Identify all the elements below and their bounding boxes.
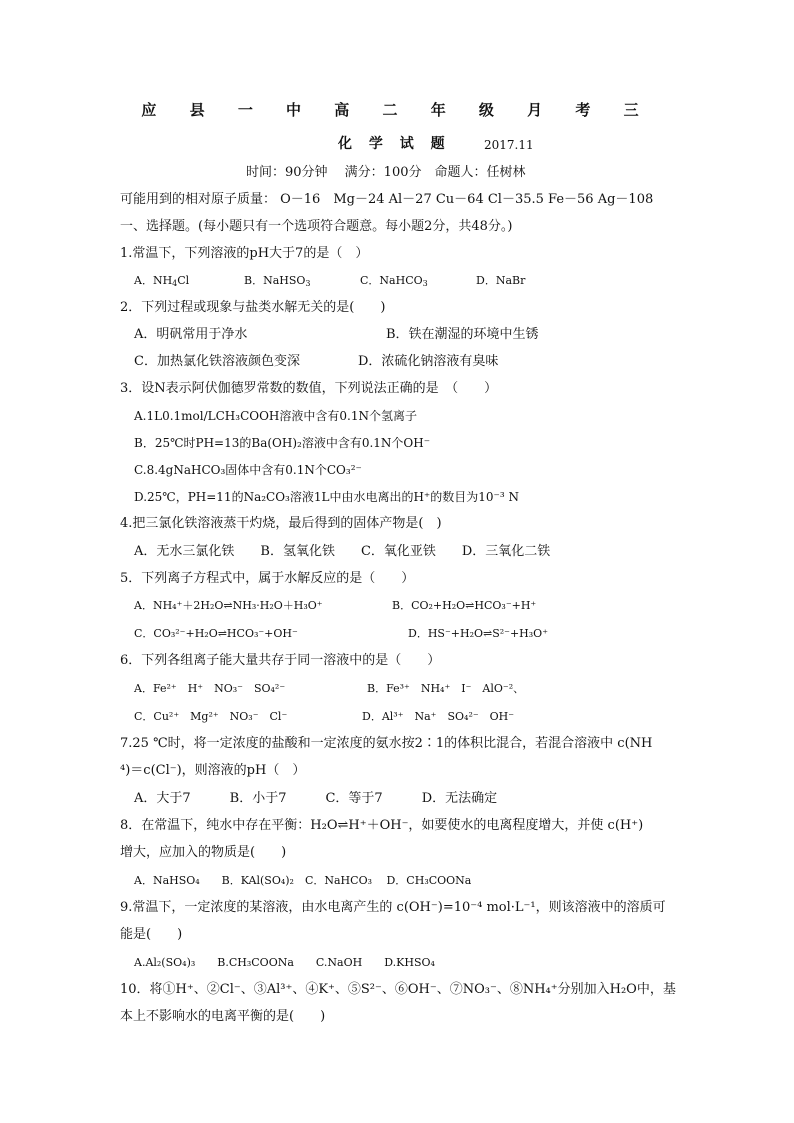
- question-2-option-d: D．浓硫化钠溶液有臭味: [358, 354, 499, 369]
- question-10-line-2: 本上不影响水的电离平衡的是( ): [120, 1009, 326, 1024]
- exam-date: 2017.11: [484, 138, 534, 152]
- question-10-line-1: 10．将①H⁺、②Cl⁻、③Al³⁺、④K⁺、⑤S²⁻、⑥OH⁻、⑦NO₃⁻、⑧NH₄⁺分别加入H₂O中，基: [120, 982, 676, 997]
- question-8-line-2: 增大，应加入的物质是( ): [120, 845, 287, 860]
- question-1-option-a: A．$NH_4Cl$: [134, 274, 190, 288]
- atomic-masses: 可能用到的相对原子质量： O－16 Mg－24 Al－27 Cu－64 Cl－35.5 Fe－56 Ag－108: [120, 192, 654, 207]
- question-6-option-c: C．Cu²⁺ Mg²⁺ NO₃⁻ Cl⁻: [134, 710, 288, 723]
- question-2-option-c: C．加热氯化铁溶液颜色变深: [134, 354, 300, 369]
- question-3-option-b: B．25℃时PH=13的Ba(OH)₂溶液中含有0.1N个OH⁻: [134, 436, 431, 450]
- question-9-line-2: 能是( ): [120, 927, 183, 942]
- question-4-stem: 4.把三氯化铁溶液蒸干灼烧，最后得到的固体产物是( ): [120, 516, 442, 531]
- question-9-options: A.Al₂(SO₄)₃ B.CH₃COONa C.NaOH D.KHSO₄: [134, 956, 435, 969]
- question-3-option-a: A.1L0.1mol/LCH₃COOH溶液中含有0.1N个氢离子: [134, 409, 417, 423]
- question-2-option-a: A．明矾常用于净水: [134, 327, 248, 342]
- exam-info: 时间：90分钟 满分：100分 命题人：任树林: [246, 165, 526, 180]
- question-6-option-b: B．Fe³⁺ NH₄⁺ I⁻ AlO⁻²、: [367, 682, 525, 695]
- question-1-stem: 1.常温下，下列溶液的pH大于7的是（ ）: [120, 246, 369, 261]
- question-5-stem: 5．下列离子方程式中，属于水解反应的是（ ）: [120, 571, 415, 586]
- question-3-option-c: C.8.4gNaHCO₃固体中含有0.1N个CO₃²⁻: [134, 463, 362, 477]
- question-3-option-d: D.25℃，PH=11的Na₂CO₃溶液1L中由水电离出的H⁺的数目为10⁻³ N: [134, 490, 519, 504]
- question-5-option-d: D．HS⁻+H₂O⇌S²⁻+H₃O⁺: [408, 627, 549, 640]
- question-8-options: A．NaHSO₄ B．KAl(SO₄)₂ C．NaHCO₃ D．CH₃COONa: [134, 874, 472, 887]
- question-1-option-d: D．NaBr: [476, 274, 526, 287]
- question-2-stem: 2．下列过程或现象与盐类水解无关的是( ): [120, 300, 386, 315]
- question-7-options: A．大于7 B．小于7 C．等于7 D．无法确定: [134, 791, 498, 806]
- question-2-option-b: B．铁在潮湿的环境中生锈: [386, 327, 539, 342]
- section-heading: 一、选择题。(每小题只有一个选项符合题意。每小题2分，共48分。): [120, 219, 513, 234]
- question-5-option-c: C．CO₃²⁻+H₂O⇌HCO₃⁻+OH⁻: [134, 627, 298, 640]
- question-3-stem: 3．设N表示阿伏伽德罗常数的数值，下列说法正确的是 （ ）: [120, 381, 498, 396]
- question-7-line-1: 7.25 ℃时，将一定浓度的盐酸和一定浓度的氨水按2∶1的体积比混合，若混合溶液中 c(NH: [120, 736, 653, 751]
- question-1-option-b: B．NaHSO$_3$: [244, 274, 311, 288]
- school-title: 应 县 一 中 高 二 年 级 月 考 三: [141, 101, 653, 119]
- question-9-line-1: 9.常温下，一定浓度的某溶液，由水电离产生的 c(OH⁻)=10⁻⁴ mol·L⁻¹，则该溶液中的溶质可: [120, 900, 666, 915]
- question-5-option-b: B．CO₂+H₂O⇌HCO₃⁻+H⁺: [392, 599, 537, 612]
- question-4-options: A．无水三氯化铁 B．氢氧化铁 C．氧化亚铁 D．三氧化二铁: [134, 544, 551, 559]
- question-8-line-1: 8．在常温下，纯水中存在平衡：H₂O⇌H⁺＋OH⁻，如要使水的电离程度增大，并使 c(H⁺): [120, 818, 644, 833]
- question-6-stem: 6．下列各组离子能大量共存于同一溶液中的是（ ）: [120, 653, 441, 668]
- question-1-option-c: C．NaHCO$_3$: [360, 274, 428, 288]
- question-5-option-a: A．NH₄⁺＋2H₂O⇌NH₃·H₂O＋H₃O⁺: [134, 599, 323, 612]
- subject-title: 化 学 试 题: [338, 136, 451, 152]
- question-6-option-d: D．Al³⁺ Na⁺ SO₄²⁻ OH⁻: [362, 710, 515, 723]
- question-6-option-a: A．Fe²⁺ H⁺ NO₃⁻ SO₄²⁻: [134, 682, 286, 695]
- question-7-line-2: ⁴)＝c(Cl⁻)，则溶液的pH（ ）: [120, 763, 306, 778]
